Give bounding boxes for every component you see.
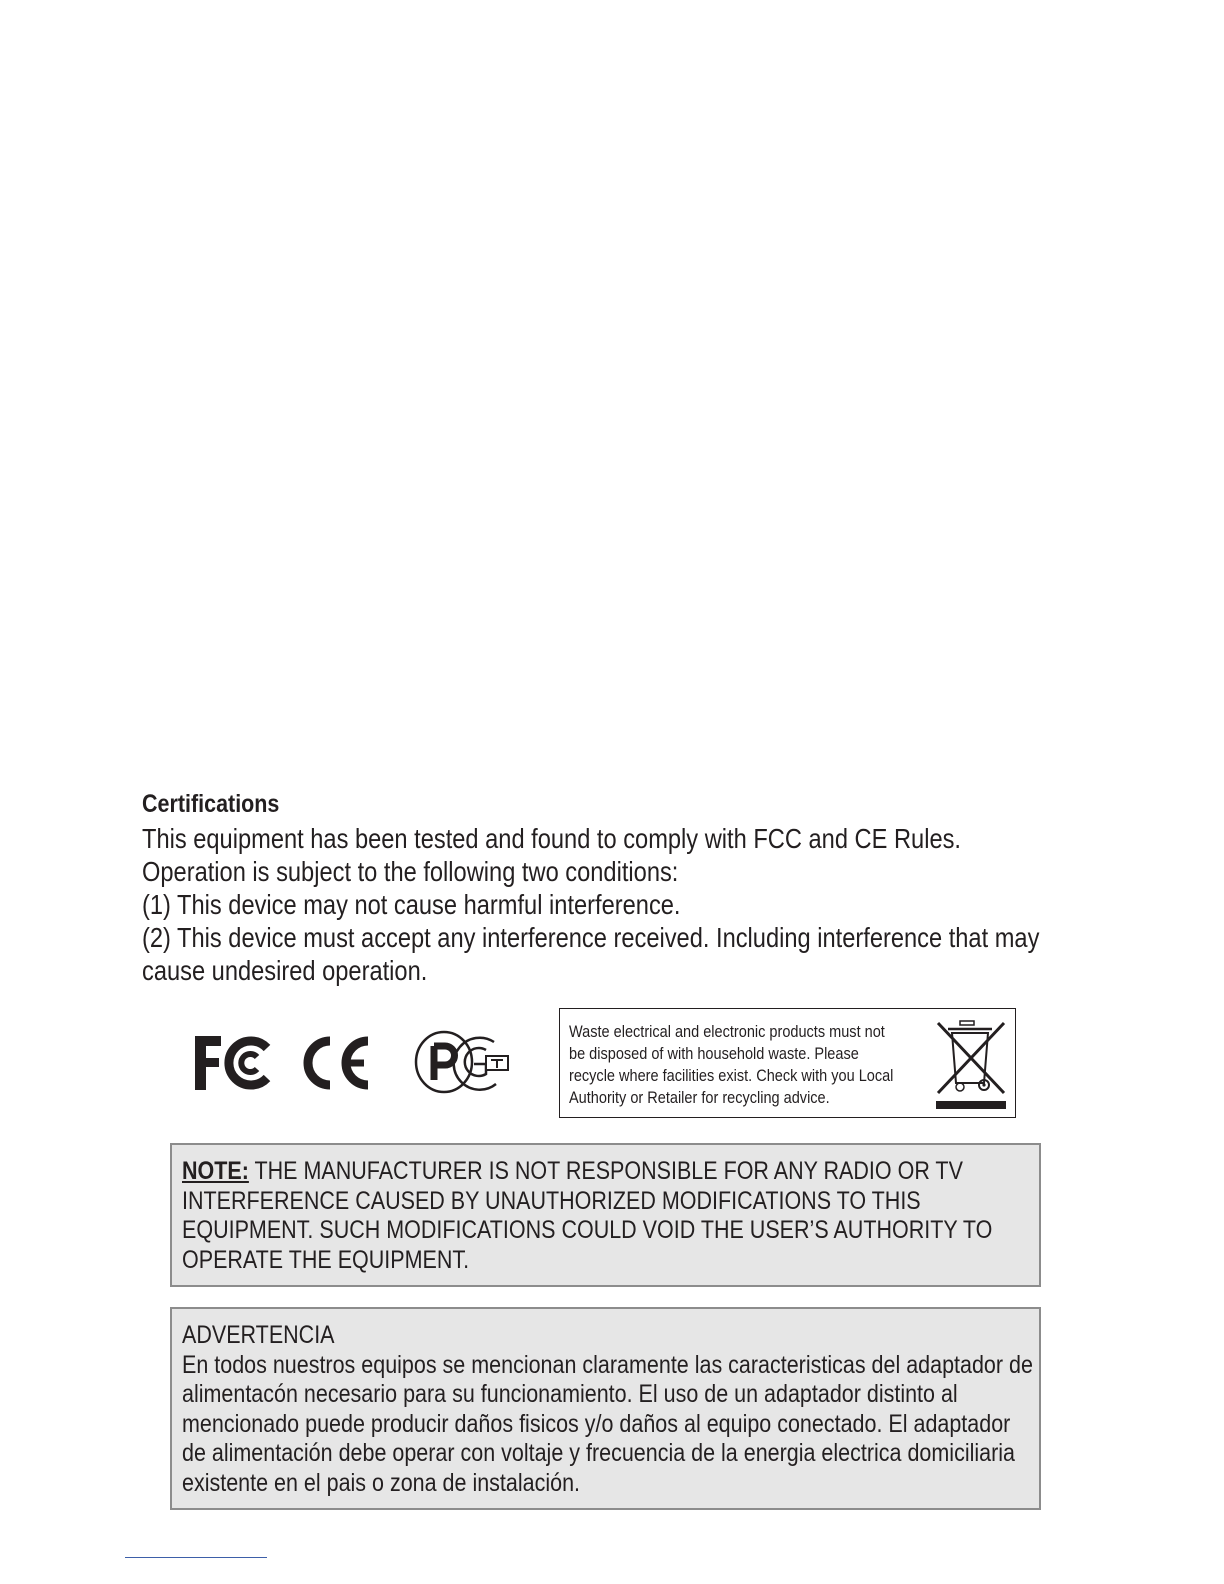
weee-line: Authority or Retailer for recycling advice. (569, 1089, 830, 1107)
advertencia-line: alimentacón necesario para su funcionamiento. El uso de un adaptador distinto al (182, 1380, 958, 1408)
note-line (182, 1157, 992, 1187)
advertencia-line: existente en el pais o zona de instalación. (182, 1468, 581, 1497)
weee-line: be disposed of with household waste. Please (569, 1045, 859, 1063)
footer-rule (125, 1557, 267, 1558)
fcc-logo-icon (193, 1034, 273, 1092)
advertencia-line: de alimentación debe operar con voltaje y frecuencia de la energia electrica domiciliaria (182, 1439, 1016, 1467)
note-line: OPERATE THE EQUIPMENT. (182, 1245, 470, 1274)
cert-line: Operation is subject to the following two conditions: (142, 856, 679, 887)
cert-line: This equipment has been tested and found to comply with FCC and CE Rules. (142, 823, 962, 854)
cert-line: (2) This device must accept any interference received. Including interference that may (142, 922, 1040, 953)
certification-logos (190, 1022, 520, 1102)
weee-notice-text (569, 1021, 933, 1109)
pct-logo-icon (412, 1028, 512, 1096)
note-line-text: THE MANUFACTURER IS NOT RESPONSIBLE FOR ANY RADIO OR TV (248, 1157, 963, 1185)
weee-line: Waste electrical and electronic products must not (569, 1023, 885, 1041)
weee-notice-box (559, 1008, 1016, 1118)
advertencia-line: En todos nuestros equipos se mencionan claramente las caracteristicas del adaptador de (182, 1350, 1033, 1379)
note-text (182, 1157, 1124, 1275)
crossed-out-wheelie-bin-icon (934, 1017, 1008, 1111)
note-line: INTERFERENCE CAUSED BY UNAUTHORIZED MODIFICATIONS TO THIS (182, 1186, 921, 1215)
advertencia-text (182, 1321, 1171, 1498)
advertencia-line: mencionado puede producir daños fisicos y/o daños al equipo conectado. El adaptador (182, 1409, 1011, 1438)
note-panel (170, 1143, 1041, 1287)
note-line: EQUIPMENT. SUCH MODIFICATIONS COULD VOID THE USER’S AUTHORITY TO (182, 1216, 993, 1244)
certifications-section (142, 786, 1082, 987)
note-label: NOTE: (182, 1157, 249, 1185)
certifications-title: Certifications (142, 790, 280, 818)
cert-line: (1) This device may not cause harmful interference. (142, 889, 681, 920)
ce-logo-icon (298, 1034, 372, 1092)
advertencia-panel (170, 1307, 1041, 1510)
advertencia-title: ADVERTENCIA (182, 1321, 335, 1349)
cert-line: cause undesired operation. (142, 955, 428, 986)
weee-line: recycle where facilities exist. Check with you Local (569, 1067, 894, 1085)
